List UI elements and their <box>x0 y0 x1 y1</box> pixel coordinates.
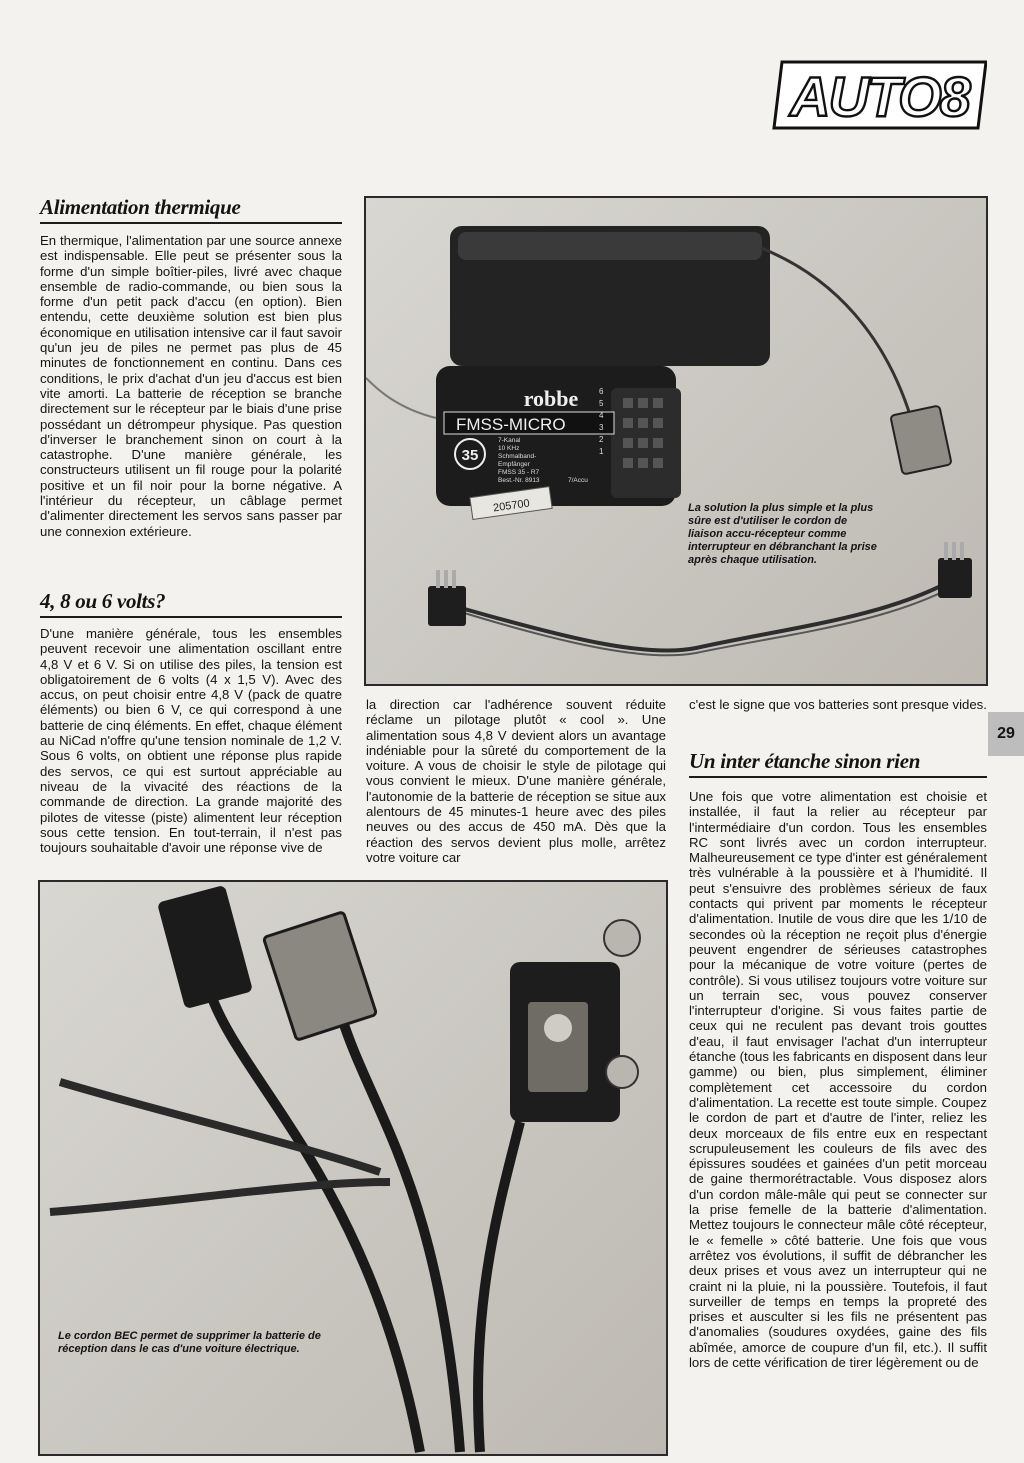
receiver-spec-1: 7-Kanal <box>498 437 521 444</box>
receiver-sticker: 205700 <box>492 497 531 515</box>
receiver-battery-illustration <box>366 198 986 684</box>
receiver-channel: 35 <box>461 447 479 464</box>
heading-inter-etanche: Un inter étanche sinon rien <box>689 748 987 778</box>
photo-receiver-battery <box>364 196 988 686</box>
heading-volts: 4, 8 ou 6 volts? <box>40 588 342 618</box>
paragraph-alimentation-thermique: En thermique, l'alimentation par une source annexe est indispensable. Elle peut se présenter sous la forme d'un simple boîtier-piles, livré avec chaque ensemble de radio-commande, ou bien sous la forme d'un petit pack d'accu (en option). Bien entendu, cette deuxième solution est bien plus économique en utilisation intensive car il faut savoir qu'un jeu de piles ne permet pas plus de 45 minutes de fonctionnement en continu. Dans ces conditions, le prix d'achat d'un jeu d'accus est bien vite amorti. La batterie de réception se branche directement sur le récepteur par le biais d'une prise possédant un détrompeur physique. Pas question d'inverser le branchement sinon on court à la catastrophe. D'une manière générale, les constructeurs utilisent un fil rouge pour la polarité positive et un fil noir pour la borne négative. A l'intérieur du récepteur, un câblage permet d'alimenter directement les servos sans passer par une connexion extérieure. <box>40 233 342 539</box>
auto8-logo <box>772 58 987 132</box>
receiver-model: FMSS-MICRO <box>456 415 566 434</box>
receiver-spec-6: Best.-Nr. 8913 <box>498 477 540 484</box>
paragraph-volts: D'une manière générale, tous les ensembles peuvent recevoir une alimentation oscillant entre 4,8 V et 6 V. Si on utilise des piles, la tension est obligatoirement de 6 volts (4 x 1,5 V). Avec des accus, on peut choisir entre 4,8 V (pack de quatre éléments) ou bien 6 V, ce qui correspond à une batterie de cinq éléments. En effet, chaque élément au NiCad n'offre qu'une tension nominale de 1,2 V. Sous 6 volts, on obtient une réponse plus rapide des servos, ce qui est surtout appréciable au niveau de la vivacité des réactions de la commande de direction. La grande majorité des pilotes de vitesse (piste) alimentent leur réception sous cette tension. En tout-terrain, il n'est pas toujours souhaitable d'avoir une réponse vive de <box>40 626 342 856</box>
logo-text: AUTO8 <box>790 65 969 128</box>
port-number-6: 6 <box>599 387 604 396</box>
page-number: 29 <box>988 712 1024 756</box>
receiver-port-label: 7/Accu <box>568 477 588 484</box>
receiver-spec-2: 10 KHz <box>498 445 520 452</box>
paragraph-inter-etanche: Une fois que votre alimentation est choisie et installée, il faut la relier au récepteur par l'intermédiaire d'un cordon. Tous les ensembles RC sont livrés avec un cordon interrupteur. Malheureusement ce type d'inter est généralement très vulnérable à la poussière et à l'humidité. Il peut s'ensuivre des problèmes sérieux de faux contacts qui privent par moments le récepteur d'alimentation. Inutile de vous dire que les 1/10 de secondes où la réception ne reçoit plus d'énergie peuvent engendrer de sérieuses catastrophes pour la mécanique de votre voiture (pertes de contrôle). Si vous utilisez toujours votre voiture sur un terrain sec, vous pouvez conserver l'interrupteur d'origine. Si vous faites partie de ceux qui ne reculent pas devant trois gouttes d'eau, il faut envisager l'achat d'un interrupteur étanche (tous les fabricants en disposent dans leur gamme) ou bien, plus simplement, éliminer complètement cet accessoire du cordon d'alimentation. La recette est toute simple. Coupez le cordon de part et d'autre de l'inter, reliez les deux morceaux de fils entre eux en respectant scrupuleusement les couleurs de fils avec des épissures soudées et gainées d'un petit morceau de gaine thermorétractable. Vous disposez alors d'un cordon mâle-mâle qui peut se connecter sur la prise femelle de la batterie d'alimentation. Mettez toujours le connecteur mâle côté récepteur, le « femelle » côté batterie. Une fois que vous arrêtez vos évolutions, il suffit de débrancher les deux prises et vous avez un interrupteur qui ne craint ni la pluie, ni la poussière. Toutefois, il faut surveiller de temps en temps la propreté des prises et ausculter si les fils ne présentent pas d'anomalies (soudures oxydées, gaine des fils abîmée, amorce de coupure d'un fil, etc.). Il suffit lors de cette vérification de tirer légèrement ou de <box>689 789 987 1370</box>
receiver-spec-3: Schmalband- <box>498 453 537 460</box>
caption-photo-receiver: La solution la plus simple et la plus sûre est d'utiliser le cordon de liaison accu-récepteur comme interrupteur en débranchant la prise après chaque utilisation. <box>688 502 877 566</box>
paragraph-volts-continued: la direction car l'adhérence souvent réduite réclame un pilotage plutôt « cool ». Une alimentation sous 4,8 V devient alors un avantage indéniable pour la sûreté du comportement de la voiture. A vous de choisir le style de pilotage qui vous convient le mieux. D'une manière générale, l'autonomie de la batterie de réception se situe aux alentours de 45 minutes-1 heure avec des piles neuves ou des accus de 450 mA. Dès que la réaction des servos devient plus molle, arrêtez votre voiture car <box>366 697 666 865</box>
receiver-spec-5: FMSS 35 - R7 <box>498 469 540 476</box>
port-number-4: 4 <box>599 411 604 420</box>
receiver-brand: robbe <box>523 386 579 411</box>
photo-bec-cord <box>38 880 668 1456</box>
port-number-3: 3 <box>599 423 604 432</box>
caption-photo-bec: Le cordon BEC permet de supprimer la batterie de réception dans le cas d'une voiture électrique. <box>58 1330 321 1355</box>
heading-alimentation-thermique: Alimentation thermique <box>40 194 342 224</box>
port-number-1: 1 <box>599 447 604 456</box>
port-number-5: 5 <box>599 399 604 408</box>
paragraph-volts-end: c'est le signe que vos batteries sont presque vides. <box>689 697 987 712</box>
port-number-2: 2 <box>599 435 604 444</box>
bec-cord-illustration <box>40 882 666 1454</box>
receiver-spec-4: Empfänger <box>498 461 530 468</box>
